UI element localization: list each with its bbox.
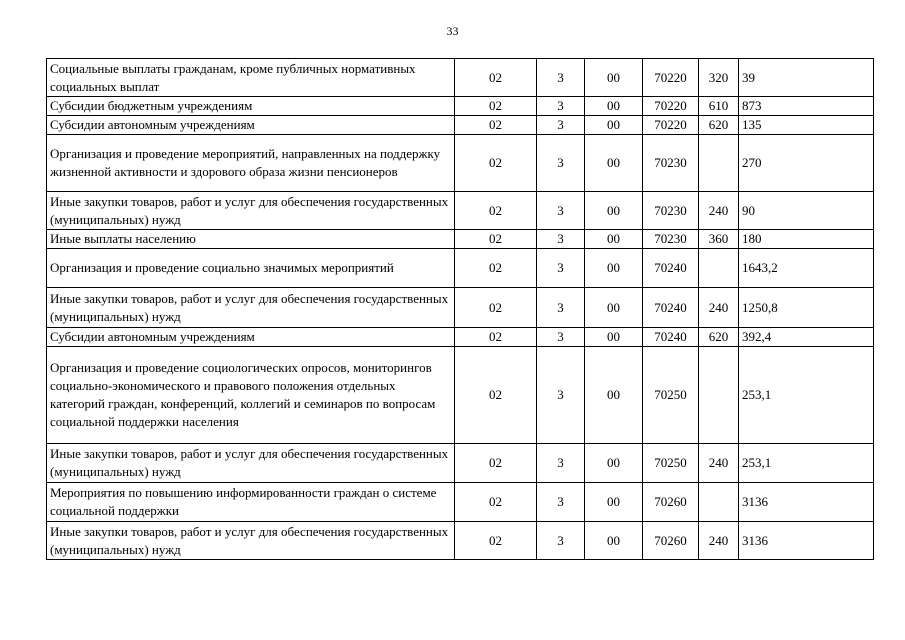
row-code: 70260 (643, 522, 699, 560)
row-amount: 3136 (739, 522, 874, 560)
row-subsection: 3 (537, 59, 585, 97)
row-description: Иные выплаты населению (47, 230, 455, 249)
row-amount: 253,1 (739, 444, 874, 483)
row-code: 70230 (643, 230, 699, 249)
row-section: 02 (455, 249, 537, 288)
row-type (699, 483, 739, 522)
row-program: 00 (585, 230, 643, 249)
row-type (699, 347, 739, 444)
row-subsection: 3 (537, 135, 585, 192)
row-type: 240 (699, 444, 739, 483)
row-program: 00 (585, 135, 643, 192)
row-subsection: 3 (537, 249, 585, 288)
row-amount: 180 (739, 230, 874, 249)
row-section: 02 (455, 230, 537, 249)
budget-table (46, 58, 874, 560)
page-number: 33 (446, 24, 459, 38)
row-type: 240 (699, 192, 739, 230)
row-subsection: 3 (537, 444, 585, 483)
row-section: 02 (455, 328, 537, 347)
row-amount: 39 (739, 59, 874, 97)
table-row (47, 328, 874, 347)
row-description: Организация и проведение социологических опросов, мониторингов социально-экономического и правового положения отдельных категорий граждан, конференций, коллегий и семинаров по вопросам социальной поддержки населения (47, 347, 455, 444)
row-type (699, 135, 739, 192)
row-section: 02 (455, 135, 537, 192)
table-row (47, 444, 874, 483)
row-program: 00 (585, 483, 643, 522)
row-amount: 1250,8 (739, 288, 874, 328)
row-description: Мероприятия по повышению информированности граждан о системе социальной поддержки (47, 483, 455, 522)
row-type: 320 (699, 59, 739, 97)
table-row (47, 59, 874, 97)
row-code: 70230 (643, 192, 699, 230)
row-program: 00 (585, 347, 643, 444)
row-amount: 253,1 (739, 347, 874, 444)
row-program: 00 (585, 444, 643, 483)
row-type (699, 249, 739, 288)
table-row (47, 249, 874, 288)
table-row (47, 116, 874, 135)
row-program: 00 (585, 249, 643, 288)
row-subsection: 3 (537, 288, 585, 328)
row-section: 02 (455, 116, 537, 135)
row-subsection: 3 (537, 192, 585, 230)
row-amount: 3136 (739, 483, 874, 522)
row-type: 620 (699, 328, 739, 347)
row-code: 70220 (643, 116, 699, 135)
row-program: 00 (585, 288, 643, 328)
row-code: 70240 (643, 288, 699, 328)
row-code: 70250 (643, 347, 699, 444)
table-row (47, 522, 874, 560)
row-code: 70240 (643, 249, 699, 288)
row-section: 02 (455, 97, 537, 116)
row-subsection: 3 (537, 116, 585, 135)
row-section: 02 (455, 483, 537, 522)
row-subsection: 3 (537, 97, 585, 116)
row-subsection: 3 (537, 483, 585, 522)
row-type: 240 (699, 288, 739, 328)
row-subsection: 3 (537, 522, 585, 560)
row-description: Социальные выплаты гражданам, кроме публичных нормативных социальных выплат (47, 59, 455, 97)
row-description: Организация и проведение мероприятий, направленных на поддержку жизненной активности и здорового образа жизни пенсионеров (47, 135, 455, 192)
row-section: 02 (455, 192, 537, 230)
row-program: 00 (585, 192, 643, 230)
row-type: 360 (699, 230, 739, 249)
table-row (47, 483, 874, 522)
table-row (47, 135, 874, 192)
row-section: 02 (455, 59, 537, 97)
row-description: Субсидии бюджетным учреждениям (47, 97, 455, 116)
row-program: 00 (585, 97, 643, 116)
row-subsection: 3 (537, 347, 585, 444)
row-amount: 270 (739, 135, 874, 192)
row-code: 70250 (643, 444, 699, 483)
row-program: 00 (585, 116, 643, 135)
row-type: 610 (699, 97, 739, 116)
row-section: 02 (455, 347, 537, 444)
row-section: 02 (455, 288, 537, 328)
table-row (47, 97, 874, 116)
row-code: 70260 (643, 483, 699, 522)
row-section: 02 (455, 522, 537, 560)
row-amount: 1643,2 (739, 249, 874, 288)
row-section: 02 (455, 444, 537, 483)
row-amount: 873 (739, 97, 874, 116)
row-description: Иные закупки товаров, работ и услуг для обеспечения государственных (муниципальных) нужд (47, 192, 455, 230)
row-type: 240 (699, 522, 739, 560)
table-row (47, 230, 874, 249)
row-description: Субсидии автономным учреждениям (47, 116, 455, 135)
row-subsection: 3 (537, 328, 585, 347)
table-row (47, 347, 874, 444)
row-description: Субсидии автономным учреждениям (47, 328, 455, 347)
row-program: 00 (585, 328, 643, 347)
row-code: 70220 (643, 59, 699, 97)
table-row (47, 288, 874, 328)
row-description: Организация и проведение социально значимых мероприятий (47, 249, 455, 288)
row-type: 620 (699, 116, 739, 135)
row-code: 70220 (643, 97, 699, 116)
row-description: Иные закупки товаров, работ и услуг для обеспечения государственных (муниципальных) нужд (47, 288, 455, 328)
row-subsection: 3 (537, 230, 585, 249)
row-description: Иные закупки товаров, работ и услуг для обеспечения государственных (муниципальных) нужд (47, 444, 455, 483)
row-amount: 135 (739, 116, 874, 135)
row-code: 70240 (643, 328, 699, 347)
table-row (47, 192, 874, 230)
row-program: 00 (585, 522, 643, 560)
row-description: Иные закупки товаров, работ и услуг для обеспечения государственных (муниципальных) нужд (47, 522, 455, 560)
row-amount: 392,4 (739, 328, 874, 347)
row-amount: 90 (739, 192, 874, 230)
row-program: 00 (585, 59, 643, 97)
row-code: 70230 (643, 135, 699, 192)
